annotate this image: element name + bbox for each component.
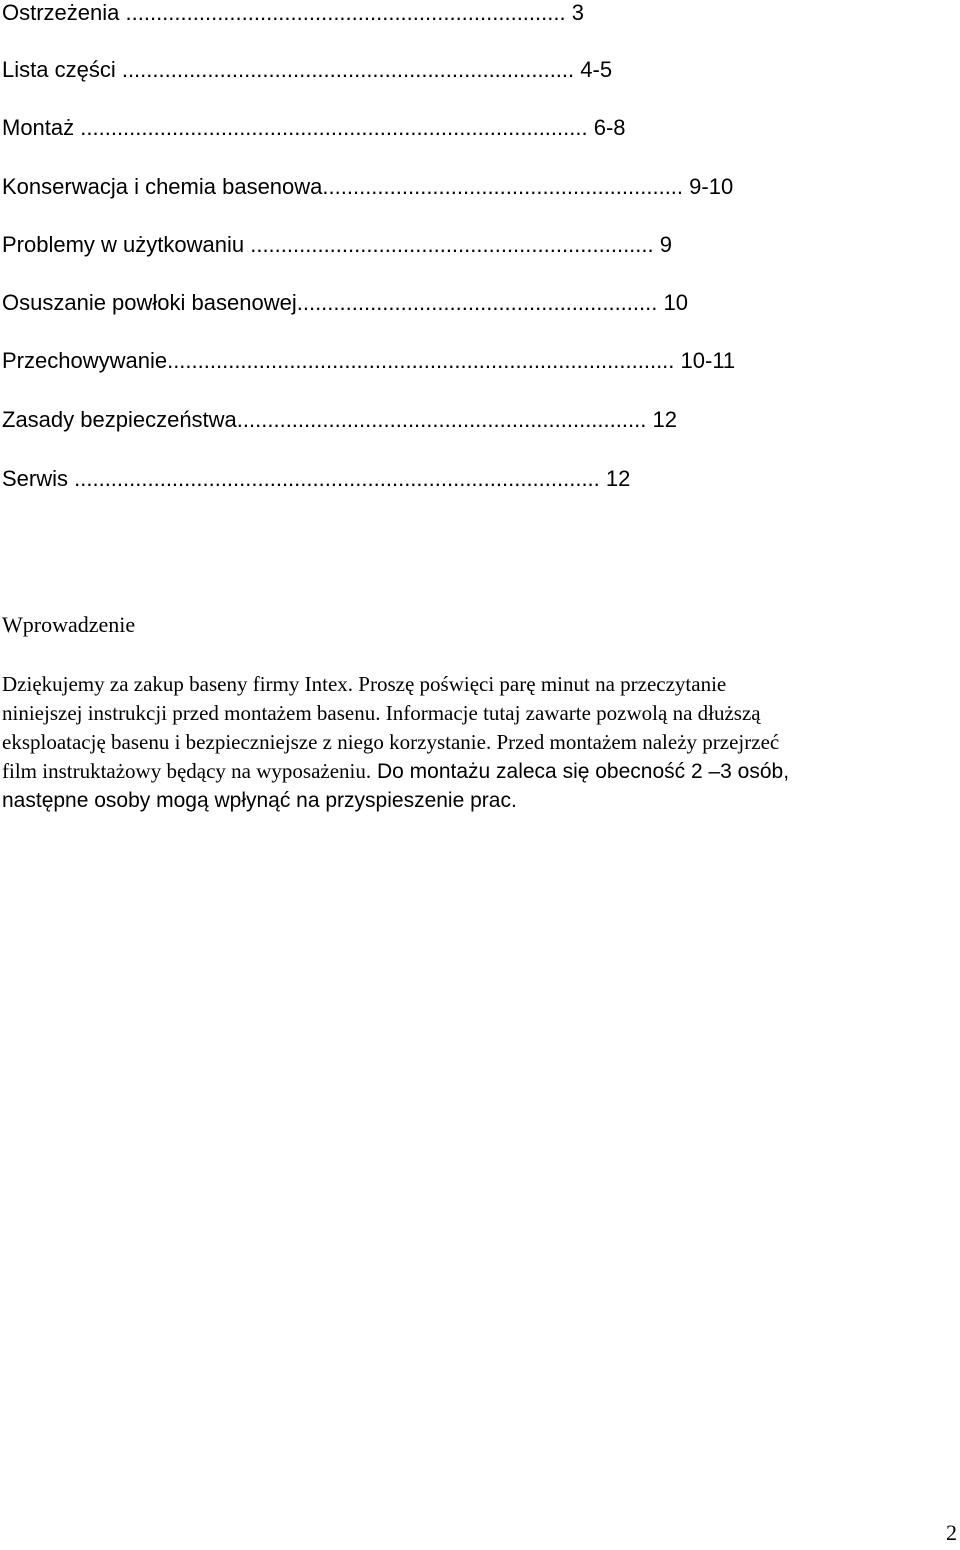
paragraph-line: niniejszej instrukcji przed montażem basenu. Informacje tutaj zawarte pozwolą na dłuższą	[2, 701, 761, 725]
toc-dot-leader: ...................................................................................	[167, 348, 675, 373]
toc-entry-title: Serwis	[2, 466, 69, 491]
page-number: 2	[946, 1520, 957, 1545]
toc-entry-pages: 6-8	[593, 115, 626, 140]
toc-entry-pages: 12	[652, 407, 677, 432]
toc-entry-title: Ostrzeżenia	[2, 0, 120, 25]
toc-entry-pages: 10	[663, 290, 688, 315]
toc-entry-title: Zasady bezpieczeństwa	[2, 407, 237, 432]
paragraph-line: następne osoby mogą wpłynąć na przyspieszenie prac.	[2, 789, 517, 812]
toc-entry-pages: 3	[571, 0, 584, 25]
toc-entry-serwis	[2, 466, 630, 492]
toc-dot-leader: ..........................................................................	[115, 57, 575, 82]
section-heading: Wprowadzenie	[2, 612, 136, 637]
toc-entry-montaz	[2, 115, 626, 141]
toc-entry-title: Osuszanie powłoki basenowej	[2, 290, 297, 315]
toc-entry-problemy	[2, 232, 672, 258]
toc-dot-leader: ...................................................................	[236, 407, 647, 432]
toc-entry-konserwacja	[2, 174, 733, 200]
toc-entry-title: Montaż	[2, 115, 75, 140]
toc-entry-title: Lista części	[2, 57, 116, 82]
toc-entry-osuszanie	[2, 290, 688, 316]
paragraph-line: film instruktażowy będący na wyposażeniu. Do montażu zaleca się obecność 2 –3 osób,	[2, 759, 790, 783]
toc-dot-leader: ..................................................................	[244, 232, 654, 257]
toc-entry-pages: 9	[659, 232, 673, 257]
paragraph-line: Dziękujemy za zakup baseny firmy Intex. Proszę poświęci parę minut na przeczytanie	[2, 672, 727, 696]
paragraph-line: eksploatację basenu i bezpieczniejsze z niego korzystanie. Przed montażem należy przejrzeć	[2, 730, 780, 754]
toc-entry-pages: 12	[605, 466, 631, 491]
toc-entry-pages: 9-10	[689, 174, 734, 199]
toc-entry-pages: 10-11	[680, 348, 736, 373]
toc-entry-title: Przechowywanie	[2, 348, 168, 373]
toc-entry-title: Konserwacja i chemia basenowa	[2, 174, 323, 199]
toc-dot-leader: ...........................................................	[296, 290, 658, 315]
toc-dot-leader: ......................................................................................	[68, 466, 600, 491]
toc-entry-zasady	[2, 407, 677, 433]
toc-entry-title: Problemy w użytkowaniu	[2, 232, 245, 257]
toc-dot-leader: ...................................................................................	[74, 115, 588, 140]
toc-entry-ostrzezenia	[2, 0, 584, 26]
toc-entry-pages: 4-5	[580, 57, 613, 82]
toc-entry-przechowywanie	[2, 348, 735, 374]
toc-dot-leader: ........................................................................	[119, 0, 566, 25]
toc-dot-leader: ...........................................................	[322, 174, 684, 199]
toc-entry-lista-czesci	[2, 57, 612, 83]
